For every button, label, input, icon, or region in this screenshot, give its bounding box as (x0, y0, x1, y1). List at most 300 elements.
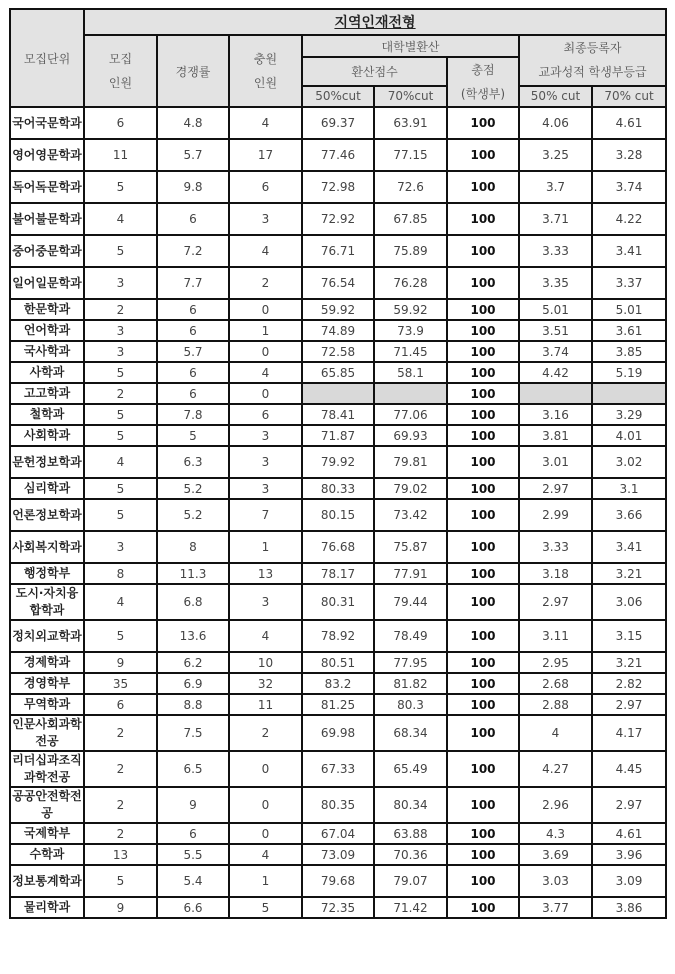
extra-cell: 3 (229, 478, 302, 499)
grade70-cell: 3.28 (592, 139, 666, 171)
grade50-cell: 4.3 (519, 823, 592, 844)
grade70-cell: 3.21 (592, 652, 666, 673)
score50-cell: 72.98 (302, 171, 374, 203)
total-cell: 100 (447, 865, 519, 897)
grade70-cell: 4.17 (592, 715, 666, 751)
grade50-cell: 5.01 (519, 299, 592, 320)
grade50-cell: 3.74 (519, 341, 592, 362)
header-quota-l1: 모집 (108, 52, 133, 66)
score70-cell: 77.06 (374, 404, 447, 425)
extra-cell: 1 (229, 531, 302, 563)
score70-cell: 73.42 (374, 499, 447, 531)
table-row (10, 404, 666, 425)
score70-cell: 77.95 (374, 652, 447, 673)
header-grade-cut50: 50% cut (519, 86, 592, 107)
header-extra-l2: 인원 (253, 76, 278, 90)
extra-cell: 17 (229, 139, 302, 171)
total-cell: 100 (447, 107, 519, 139)
quota-cell: 4 (84, 203, 157, 235)
score50-cell: 67.04 (302, 823, 374, 844)
grade70-cell: 4.61 (592, 107, 666, 139)
rate-cell: 6 (157, 362, 229, 383)
quota-cell: 11 (84, 139, 157, 171)
header-quota-l2: 인원 (108, 76, 133, 90)
grade70-cell: 3.85 (592, 341, 666, 362)
rate-cell: 6 (157, 299, 229, 320)
rate-cell: 4.8 (157, 107, 229, 139)
total-cell: 100 (447, 787, 519, 823)
rate-cell: 8 (157, 531, 229, 563)
score50-cell: 80.51 (302, 652, 374, 673)
grade50-cell: 3.71 (519, 203, 592, 235)
score70-cell: 59.92 (374, 299, 447, 320)
dept-cell: 일어일문학과 (10, 267, 84, 299)
score70-cell: 63.91 (374, 107, 447, 139)
extra-cell: 3 (229, 203, 302, 235)
table-row (10, 823, 666, 844)
grade70-cell: 3.06 (592, 584, 666, 620)
dept-cell: 인문사회과학전공 (10, 715, 84, 751)
score70-cell (374, 383, 447, 404)
rate-cell: 6.3 (157, 446, 229, 478)
total-cell: 100 (447, 499, 519, 531)
grade70-cell: 2.97 (592, 787, 666, 823)
quota-cell: 2 (84, 715, 157, 751)
header-unit: 모집단위 (10, 9, 84, 107)
grade70-cell: 4.45 (592, 751, 666, 787)
rate-cell: 6 (157, 320, 229, 341)
table-row (10, 267, 666, 299)
header-extra-l1: 충원 (253, 52, 278, 66)
dept-cell: 국사학과 (10, 341, 84, 362)
rate-cell: 7.8 (157, 404, 229, 425)
rate-cell: 6.5 (157, 751, 229, 787)
grade70-cell: 3.61 (592, 320, 666, 341)
quota-cell: 6 (84, 107, 157, 139)
rate-cell: 6 (157, 823, 229, 844)
quota-cell: 5 (84, 865, 157, 897)
table-body (10, 107, 666, 918)
dept-cell: 영어영문학과 (10, 139, 84, 171)
total-cell: 100 (447, 383, 519, 404)
grade50-cell: 3.51 (519, 320, 592, 341)
score70-cell: 75.87 (374, 531, 447, 563)
rate-cell: 5.7 (157, 139, 229, 171)
score50-cell: 79.68 (302, 865, 374, 897)
dept-cell: 리더십과조직과학전공 (10, 751, 84, 787)
grade50-cell (519, 383, 592, 404)
table-row (10, 383, 666, 404)
score70-cell: 80.3 (374, 694, 447, 715)
table-row (10, 478, 666, 499)
extra-cell: 0 (229, 341, 302, 362)
quota-cell: 9 (84, 652, 157, 673)
quota-cell: 3 (84, 320, 157, 341)
score70-cell: 77.91 (374, 563, 447, 584)
header-cut70: 70%cut (374, 86, 447, 107)
table-row (10, 235, 666, 267)
grade50-cell: 3.16 (519, 404, 592, 425)
grade70-cell: 4.01 (592, 425, 666, 446)
grade50-cell: 3.33 (519, 531, 592, 563)
extra-cell: 0 (229, 751, 302, 787)
total-cell: 100 (447, 751, 519, 787)
header-total (447, 57, 519, 107)
dept-cell: 물리학과 (10, 897, 84, 918)
header-total-l1: 총점 (471, 63, 495, 77)
dept-cell: 독어독문학과 (10, 171, 84, 203)
table-row (10, 320, 666, 341)
dept-cell: 도시·자치융합학과 (10, 584, 84, 620)
score50-cell: 67.33 (302, 751, 374, 787)
grade50-cell: 3.69 (519, 844, 592, 865)
extra-cell: 7 (229, 499, 302, 531)
rate-cell: 9.8 (157, 171, 229, 203)
rate-cell: 5.2 (157, 499, 229, 531)
rate-cell: 9 (157, 787, 229, 823)
dept-cell: 언론정보학과 (10, 499, 84, 531)
total-cell: 100 (447, 341, 519, 362)
grade50-cell: 2.88 (519, 694, 592, 715)
score70-cell: 81.82 (374, 673, 447, 694)
header-univ-conv: 대학별환산 (302, 35, 519, 57)
rate-cell: 7.7 (157, 267, 229, 299)
extra-cell: 3 (229, 584, 302, 620)
extra-cell: 10 (229, 652, 302, 673)
admission-table (9, 8, 667, 919)
grade50-cell: 3.03 (519, 865, 592, 897)
grade50-cell: 3.01 (519, 446, 592, 478)
table-row (10, 139, 666, 171)
dept-cell: 고고학과 (10, 383, 84, 404)
quota-cell: 2 (84, 787, 157, 823)
table-row (10, 171, 666, 203)
rate-cell: 5.2 (157, 478, 229, 499)
total-cell: 100 (447, 362, 519, 383)
table-row (10, 751, 666, 787)
quota-cell: 8 (84, 563, 157, 584)
quota-cell: 9 (84, 897, 157, 918)
grade50-cell: 3.7 (519, 171, 592, 203)
total-cell: 100 (447, 715, 519, 751)
score50-cell: 80.31 (302, 584, 374, 620)
grade70-cell: 3.29 (592, 404, 666, 425)
score50-cell: 74.89 (302, 320, 374, 341)
score70-cell: 75.89 (374, 235, 447, 267)
rate-cell: 13.6 (157, 620, 229, 652)
rate-cell: 6.9 (157, 673, 229, 694)
score50-cell: 80.15 (302, 499, 374, 531)
grade50-cell: 3.77 (519, 897, 592, 918)
grade50-cell: 2.95 (519, 652, 592, 673)
score70-cell: 79.44 (374, 584, 447, 620)
score70-cell: 77.15 (374, 139, 447, 171)
table-row (10, 563, 666, 584)
score70-cell: 80.34 (374, 787, 447, 823)
dept-cell: 정보통계학과 (10, 865, 84, 897)
grade70-cell: 3.86 (592, 897, 666, 918)
dept-cell: 행정학부 (10, 563, 84, 584)
total-cell: 100 (447, 844, 519, 865)
grade50-cell: 2.68 (519, 673, 592, 694)
quota-cell: 6 (84, 694, 157, 715)
table-row (10, 844, 666, 865)
extra-cell: 1 (229, 865, 302, 897)
extra-cell: 4 (229, 235, 302, 267)
score70-cell: 79.02 (374, 478, 447, 499)
dept-cell: 심리학과 (10, 478, 84, 499)
score70-cell: 67.85 (374, 203, 447, 235)
grade50-cell: 2.99 (519, 499, 592, 531)
total-cell: 100 (447, 171, 519, 203)
total-cell: 100 (447, 823, 519, 844)
header-cut50: 50%cut (302, 86, 374, 107)
total-cell: 100 (447, 267, 519, 299)
quota-cell: 5 (84, 425, 157, 446)
header-quota (84, 35, 157, 107)
score70-cell: 76.28 (374, 267, 447, 299)
dept-cell: 사학과 (10, 362, 84, 383)
score50-cell: 80.35 (302, 787, 374, 823)
table-row (10, 203, 666, 235)
score50-cell: 81.25 (302, 694, 374, 715)
quota-cell: 3 (84, 267, 157, 299)
total-cell: 100 (447, 425, 519, 446)
rate-cell: 7.2 (157, 235, 229, 267)
total-cell: 100 (447, 320, 519, 341)
extra-cell: 11 (229, 694, 302, 715)
score50-cell: 72.92 (302, 203, 374, 235)
grade70-cell: 5.01 (592, 299, 666, 320)
dept-cell: 한문학과 (10, 299, 84, 320)
total-cell: 100 (447, 299, 519, 320)
header-title: 지역인재전형 (84, 9, 666, 35)
rate-cell: 11.3 (157, 563, 229, 584)
grade70-cell: 4.61 (592, 823, 666, 844)
score50-cell: 65.85 (302, 362, 374, 383)
quota-cell: 5 (84, 404, 157, 425)
total-cell: 100 (447, 446, 519, 478)
rate-cell: 7.5 (157, 715, 229, 751)
grade70-cell: 3.21 (592, 563, 666, 584)
header-final-l2: 교과성적 학생부등급 (538, 65, 647, 80)
score70-cell: 70.36 (374, 844, 447, 865)
grade50-cell: 3.11 (519, 620, 592, 652)
grade70-cell: 3.15 (592, 620, 666, 652)
table-row (10, 299, 666, 320)
dept-cell: 철학과 (10, 404, 84, 425)
table-row (10, 531, 666, 563)
rate-cell: 5.5 (157, 844, 229, 865)
quota-cell: 5 (84, 499, 157, 531)
extra-cell: 0 (229, 383, 302, 404)
grade70-cell: 3.37 (592, 267, 666, 299)
score50-cell: 80.33 (302, 478, 374, 499)
score70-cell: 58.1 (374, 362, 447, 383)
score50-cell: 69.37 (302, 107, 374, 139)
dept-cell: 수학과 (10, 844, 84, 865)
rate-cell: 5 (157, 425, 229, 446)
total-cell: 100 (447, 897, 519, 918)
grade70-cell: 3.41 (592, 531, 666, 563)
score50-cell: 78.92 (302, 620, 374, 652)
quota-cell: 5 (84, 235, 157, 267)
table-row (10, 865, 666, 897)
table-row (10, 446, 666, 478)
header-total-l2: (학생부) (460, 87, 506, 101)
table-row (10, 584, 666, 620)
rate-cell: 6.8 (157, 584, 229, 620)
grade70-cell: 3.96 (592, 844, 666, 865)
quota-cell: 35 (84, 673, 157, 694)
score50-cell: 73.09 (302, 844, 374, 865)
rate-cell: 6.2 (157, 652, 229, 673)
dept-cell: 경영학부 (10, 673, 84, 694)
header-final (519, 35, 666, 86)
table-row (10, 787, 666, 823)
quota-cell: 13 (84, 844, 157, 865)
dept-cell: 사회학과 (10, 425, 84, 446)
score70-cell: 79.81 (374, 446, 447, 478)
score70-cell: 73.9 (374, 320, 447, 341)
header-conv-score: 환산점수 (302, 57, 447, 86)
score70-cell: 72.6 (374, 171, 447, 203)
score50-cell: 83.2 (302, 673, 374, 694)
table-row (10, 897, 666, 918)
header-rate: 경쟁률 (157, 35, 229, 107)
grade50-cell: 4.42 (519, 362, 592, 383)
quota-cell: 5 (84, 478, 157, 499)
rate-cell: 5.7 (157, 341, 229, 362)
extra-cell: 2 (229, 715, 302, 751)
table-row (10, 620, 666, 652)
score50-cell: 76.71 (302, 235, 374, 267)
extra-cell: 13 (229, 563, 302, 584)
dept-cell: 중어중문학과 (10, 235, 84, 267)
grade50-cell: 2.97 (519, 584, 592, 620)
dept-cell: 무역학과 (10, 694, 84, 715)
grade50-cell: 3.81 (519, 425, 592, 446)
quota-cell: 2 (84, 823, 157, 844)
extra-cell: 0 (229, 299, 302, 320)
table-row (10, 107, 666, 139)
score50-cell: 76.54 (302, 267, 374, 299)
dept-cell: 국제학부 (10, 823, 84, 844)
table-row (10, 694, 666, 715)
grade50-cell: 2.96 (519, 787, 592, 823)
total-cell: 100 (447, 404, 519, 425)
score50-cell: 77.46 (302, 139, 374, 171)
score50-cell: 78.41 (302, 404, 374, 425)
total-cell: 100 (447, 673, 519, 694)
extra-cell: 4 (229, 107, 302, 139)
score70-cell: 71.42 (374, 897, 447, 918)
table-row (10, 673, 666, 694)
table-row (10, 425, 666, 446)
score70-cell: 69.93 (374, 425, 447, 446)
extra-cell: 5 (229, 897, 302, 918)
table-row (10, 499, 666, 531)
score70-cell: 71.45 (374, 341, 447, 362)
grade70-cell: 3.1 (592, 478, 666, 499)
dept-cell: 정치외교학과 (10, 620, 84, 652)
grade70-cell: 3.09 (592, 865, 666, 897)
quota-cell: 2 (84, 751, 157, 787)
grade50-cell: 3.25 (519, 139, 592, 171)
header-extra (229, 35, 302, 107)
score50-cell: 69.98 (302, 715, 374, 751)
grade50-cell: 4.27 (519, 751, 592, 787)
score50-cell: 71.87 (302, 425, 374, 446)
score50-cell: 72.35 (302, 897, 374, 918)
total-cell: 100 (447, 235, 519, 267)
quota-cell: 4 (84, 446, 157, 478)
grade70-cell: 3.41 (592, 235, 666, 267)
header-grade-cut70: 70% cut (592, 86, 666, 107)
rate-cell: 8.8 (157, 694, 229, 715)
extra-cell: 3 (229, 425, 302, 446)
grade70-cell: 3.66 (592, 499, 666, 531)
extra-cell: 4 (229, 620, 302, 652)
grade70-cell: 2.82 (592, 673, 666, 694)
score70-cell: 63.88 (374, 823, 447, 844)
grade50-cell: 2.97 (519, 478, 592, 499)
quota-cell: 3 (84, 531, 157, 563)
total-cell: 100 (447, 694, 519, 715)
extra-cell: 6 (229, 171, 302, 203)
table-row (10, 715, 666, 751)
grade70-cell: 3.02 (592, 446, 666, 478)
grade50-cell: 4.06 (519, 107, 592, 139)
score50-cell: 72.58 (302, 341, 374, 362)
table-row (10, 652, 666, 673)
grade70-cell: 3.74 (592, 171, 666, 203)
dept-cell: 국어국문학과 (10, 107, 84, 139)
extra-cell: 3 (229, 446, 302, 478)
total-cell: 100 (447, 652, 519, 673)
score70-cell: 68.34 (374, 715, 447, 751)
extra-cell: 0 (229, 787, 302, 823)
dept-cell: 사회복지학과 (10, 531, 84, 563)
quota-cell: 3 (84, 341, 157, 362)
dept-cell: 경제학과 (10, 652, 84, 673)
extra-cell: 2 (229, 267, 302, 299)
quota-cell: 2 (84, 383, 157, 404)
rate-cell: 6.6 (157, 897, 229, 918)
rate-cell: 6 (157, 383, 229, 404)
dept-cell: 불어불문학과 (10, 203, 84, 235)
quota-cell: 5 (84, 620, 157, 652)
grade50-cell: 3.18 (519, 563, 592, 584)
dept-cell: 공공안전학전공 (10, 787, 84, 823)
extra-cell: 32 (229, 673, 302, 694)
dept-cell: 문헌정보학과 (10, 446, 84, 478)
score50-cell: 59.92 (302, 299, 374, 320)
score50-cell: 78.17 (302, 563, 374, 584)
score50-cell: 79.92 (302, 446, 374, 478)
total-cell: 100 (447, 584, 519, 620)
total-cell: 100 (447, 620, 519, 652)
quota-cell: 2 (84, 299, 157, 320)
score70-cell: 79.07 (374, 865, 447, 897)
dept-cell: 언어학과 (10, 320, 84, 341)
total-cell: 100 (447, 563, 519, 584)
grade70-cell: 4.22 (592, 203, 666, 235)
grade70-cell (592, 383, 666, 404)
table-row (10, 341, 666, 362)
grade50-cell: 4 (519, 715, 592, 751)
score50-cell: 76.68 (302, 531, 374, 563)
